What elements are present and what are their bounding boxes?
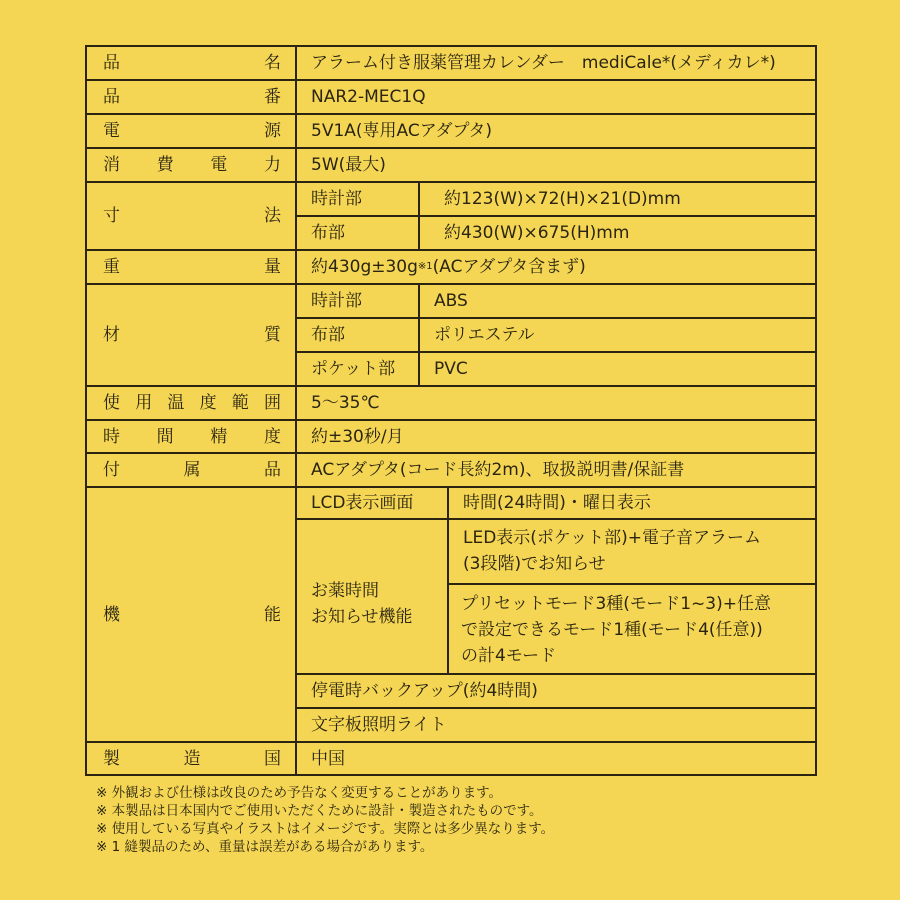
footnote: ※ 本製品は日本国内でご使用いただくために設計・製造されたものです。	[96, 803, 543, 819]
footnotes	[96, 784, 554, 856]
function-notice-alarm: LED表示(ポケット部)+電子音アラーム (3段階)でお知らせ	[447, 518, 817, 585]
label-operating-temperature: 使用温度範囲	[85, 385, 297, 421]
material-value: ポリエステル	[418, 317, 817, 353]
footnote: ※ 1 縫製品のため、重量は誤差がある場合があります。	[96, 839, 434, 855]
function-lcd-part: LCD表示画面	[295, 486, 449, 520]
dimensions-part: 時計部	[295, 181, 420, 217]
label-functions: 機 能	[85, 486, 297, 743]
value-power-source: 5V1A(専用ACアダプタ)	[295, 113, 817, 149]
function-notice-modes: プリセットモード3種(モード1~3)+任意 で設定できるモード1種(モード4(任意)) の計4モード	[447, 583, 817, 675]
dimensions-value: 約430(W)×675(H)mm	[418, 215, 817, 251]
function-backup: 停電時バックアップ(約4時間)	[295, 673, 817, 709]
value-product-number: NAR2-MEC1Q	[295, 79, 817, 115]
value-operating-temperature: 5〜35℃	[295, 385, 817, 421]
material-part: 布部	[295, 317, 420, 353]
label-product-number: 品 番	[85, 79, 297, 115]
value-accessories: ACアダプタ(コード長約2m)、取扱説明書/保証書	[295, 452, 817, 488]
material-part: 時計部	[295, 283, 420, 319]
footnote: ※ 外観および仕様は改良のため予告なく変更することがあります。	[96, 785, 503, 801]
value-weight: 約430g±30g ※1 (ACアダプタ含まず)	[295, 249, 817, 285]
material-value: ABS	[418, 283, 817, 319]
value-country: 中国	[295, 741, 817, 776]
value-time-accuracy: 約±30秒/月	[295, 419, 817, 454]
label-product-name: 品 名	[85, 45, 297, 81]
function-notice-part: お薬時間 お知らせ機能	[295, 518, 449, 675]
material-part: ポケット部	[295, 351, 420, 387]
value-power-consumption: 5W(最大)	[295, 147, 817, 183]
label-dimensions: 寸 法	[85, 181, 297, 251]
label-country: 製造国	[85, 741, 297, 776]
dimensions-part: 布部	[295, 215, 420, 251]
function-lcd-value: 時間(24時間)・曜日表示	[447, 486, 817, 520]
dimensions-value: 約123(W)×72(H)×21(D)mm	[418, 181, 817, 217]
footnote: ※ 使用している写真やイラストはイメージです。実際とは多少異なります。	[96, 821, 555, 837]
label-power-consumption: 消費電力	[85, 147, 297, 183]
material-value: PVC	[418, 351, 817, 387]
label-time-accuracy: 時間精度	[85, 419, 297, 454]
value-product-name: アラーム付き服薬管理カレンダー mediCale*(メディカレ*)	[295, 45, 817, 81]
label-material: 材 質	[85, 283, 297, 387]
label-power-source: 電 源	[85, 113, 297, 149]
function-light: 文字板照明ライト	[295, 707, 817, 743]
label-weight: 重 量	[85, 249, 297, 285]
label-accessories: 付属品	[85, 452, 297, 488]
